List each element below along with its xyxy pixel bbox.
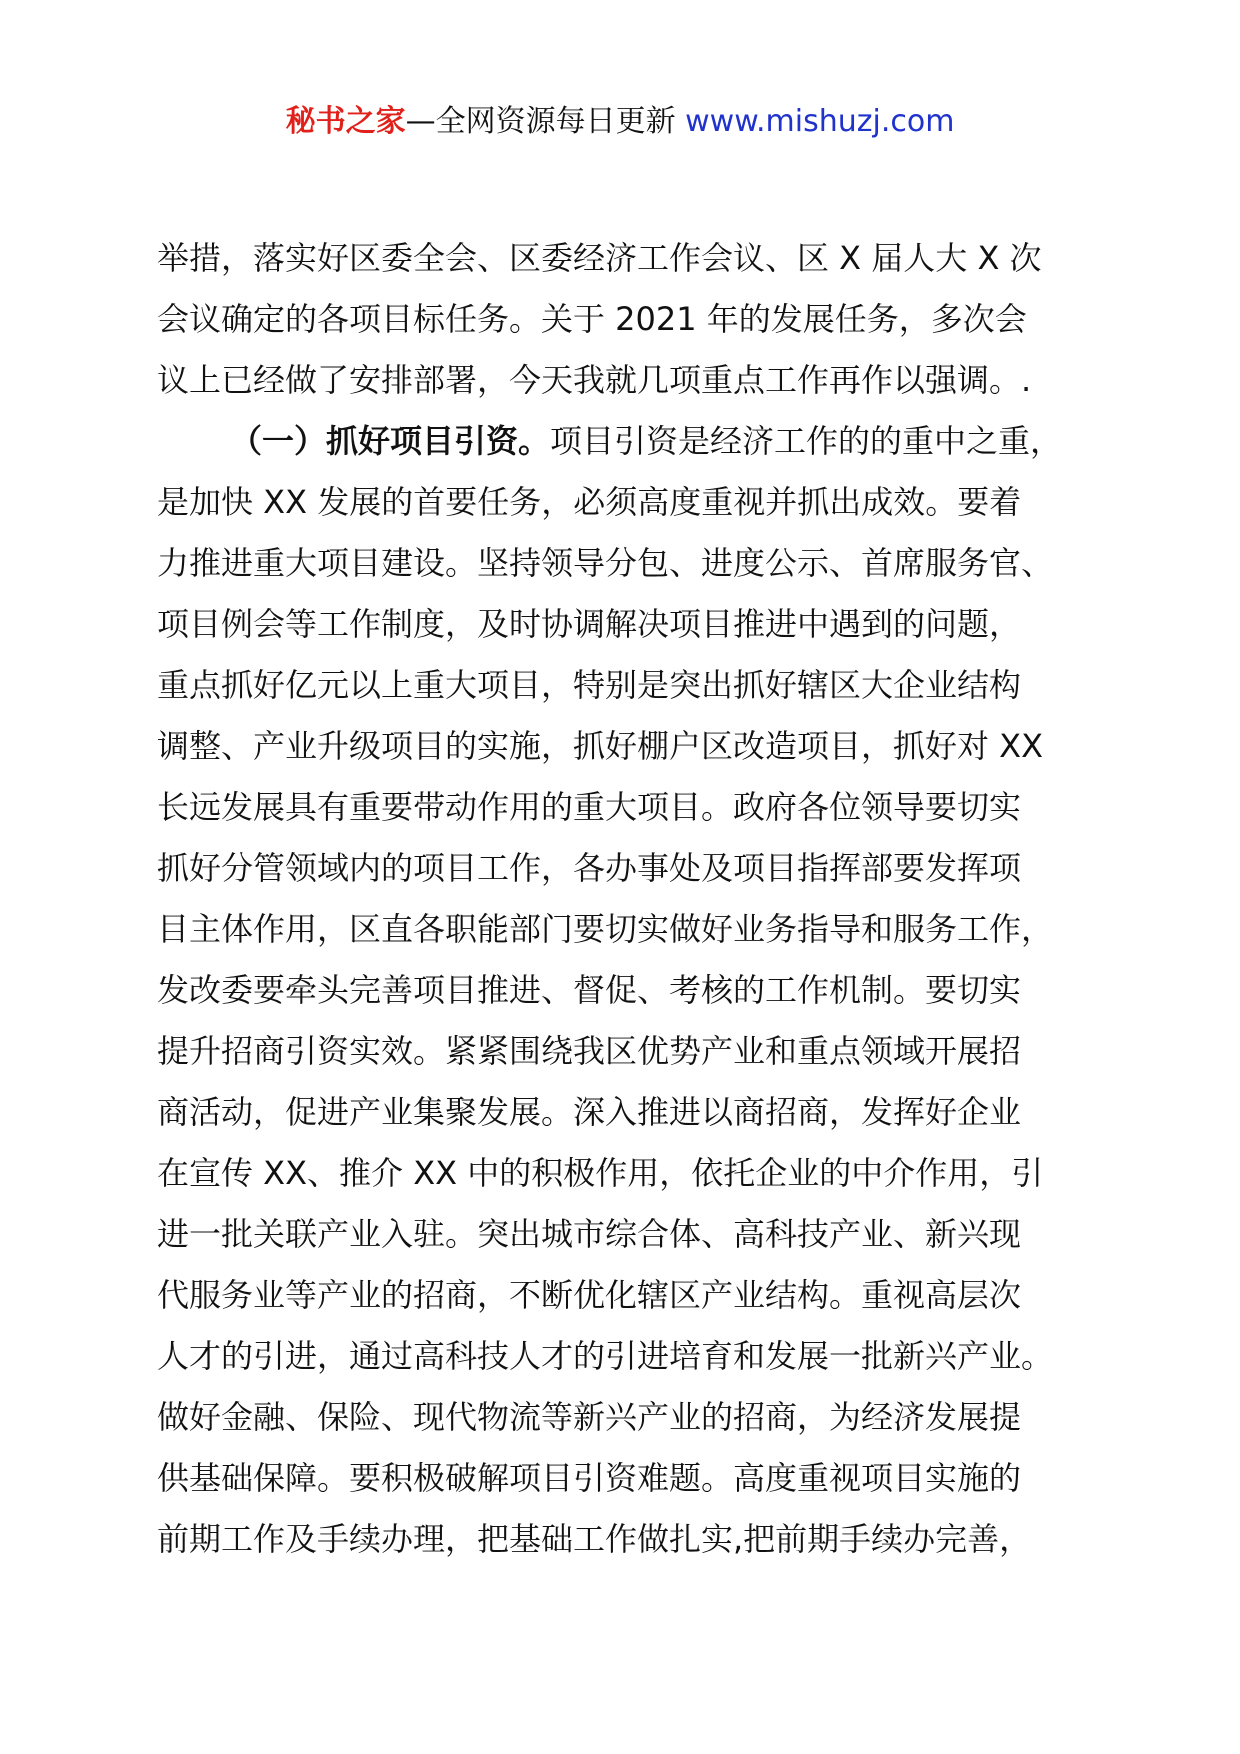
paragraph-line: 调整、产业升级项目的实施，抓好棚户区改造项目，抓好对 XX <box>157 727 1044 765</box>
paragraph-line: 议上已经做了安排部署，今天我就几项重点工作再作以强调。. <box>157 361 1032 399</box>
paragraph-line: 人才的引进，通过高科技人才的引进培育和发展一批新兴产业。 <box>157 1337 1054 1375</box>
paragraph-line: 做好金融、保险、现代物流等新兴产业的招商，为经济发展提 <box>157 1398 1022 1436</box>
site-url-link[interactable]: www.mishuzj.com <box>685 104 955 139</box>
header-tagline: —全网资源每日更新 <box>405 104 686 139</box>
paragraph-line: 举措，落实好区委全会、区委经济工作会议、区 X 届人大 X 次 <box>157 239 1042 277</box>
section-first-line-text: 项目引资是经济工作的的重中之重， <box>550 422 1063 460</box>
paragraph-line: 长远发展具有重要带动作用的重大项目。政府各位领导要切实 <box>157 788 1022 826</box>
section-first-line <box>157 411 1117 472</box>
paragraph-line: 抓好分管领域内的项目工作，各办事处及项目指挥部要发挥项 <box>157 849 1022 887</box>
paragraph-line: 前期工作及手续办理，把基础工作做扎实,把前期手续办完善， <box>157 1520 1032 1558</box>
paragraph-line: 重点抓好亿元以上重大项目，特别是突出抓好辖区大企业结构 <box>157 666 1022 704</box>
paragraph-line: 会议确定的各项目标任务。关于 2021 年的发展任务，多次会 <box>157 300 1027 338</box>
site-header <box>0 100 1240 144</box>
paragraph-line: 项目例会等工作制度，及时协调解决项目推进中遇到的问题， <box>157 605 1022 643</box>
paragraph-line: 提升招商引资实效。紧紧围绕我区优势产业和重点领域开展招 <box>157 1032 1022 1070</box>
paragraph-line: 供基础保障。要积极破解项目引资难题。高度重视项目实施的 <box>157 1459 1022 1497</box>
paragraph-line: 是加快 XX 发展的首要任务，必须高度重视并抓出成效。要着 <box>157 483 1022 521</box>
paragraph-line: 商活动，促进产业集聚发展。深入推进以商招商，发挥好企业 <box>157 1093 1022 1131</box>
paragraph-line: 目主体作用，区直各职能部门要切实做好业务指导和服务工作， <box>157 910 1054 948</box>
paragraph-line: 发改委要牵头完善项目推进、督促、考核的工作机制。要切实 <box>157 971 1022 1009</box>
brand-name: 秘书之家 <box>285 104 406 139</box>
paragraph-line: 进一批关联产业入驻。突出城市综合体、高科技产业、新兴现 <box>157 1215 1022 1253</box>
paragraph-line: 在宣传 XX、推介 XX 中的积极作用，依托企业的中介作用，引 <box>157 1154 1044 1192</box>
paragraph-line: 代服务业等产业的招商，不断优化辖区产业结构。重视高层次 <box>157 1276 1022 1314</box>
section-heading: （一）抓好项目引资。 <box>230 422 551 460</box>
document-body <box>157 228 1117 1570</box>
paragraph-line: 力推进重大项目建设。坚持领导分包、进度公示、首席服务官、 <box>157 544 1054 582</box>
